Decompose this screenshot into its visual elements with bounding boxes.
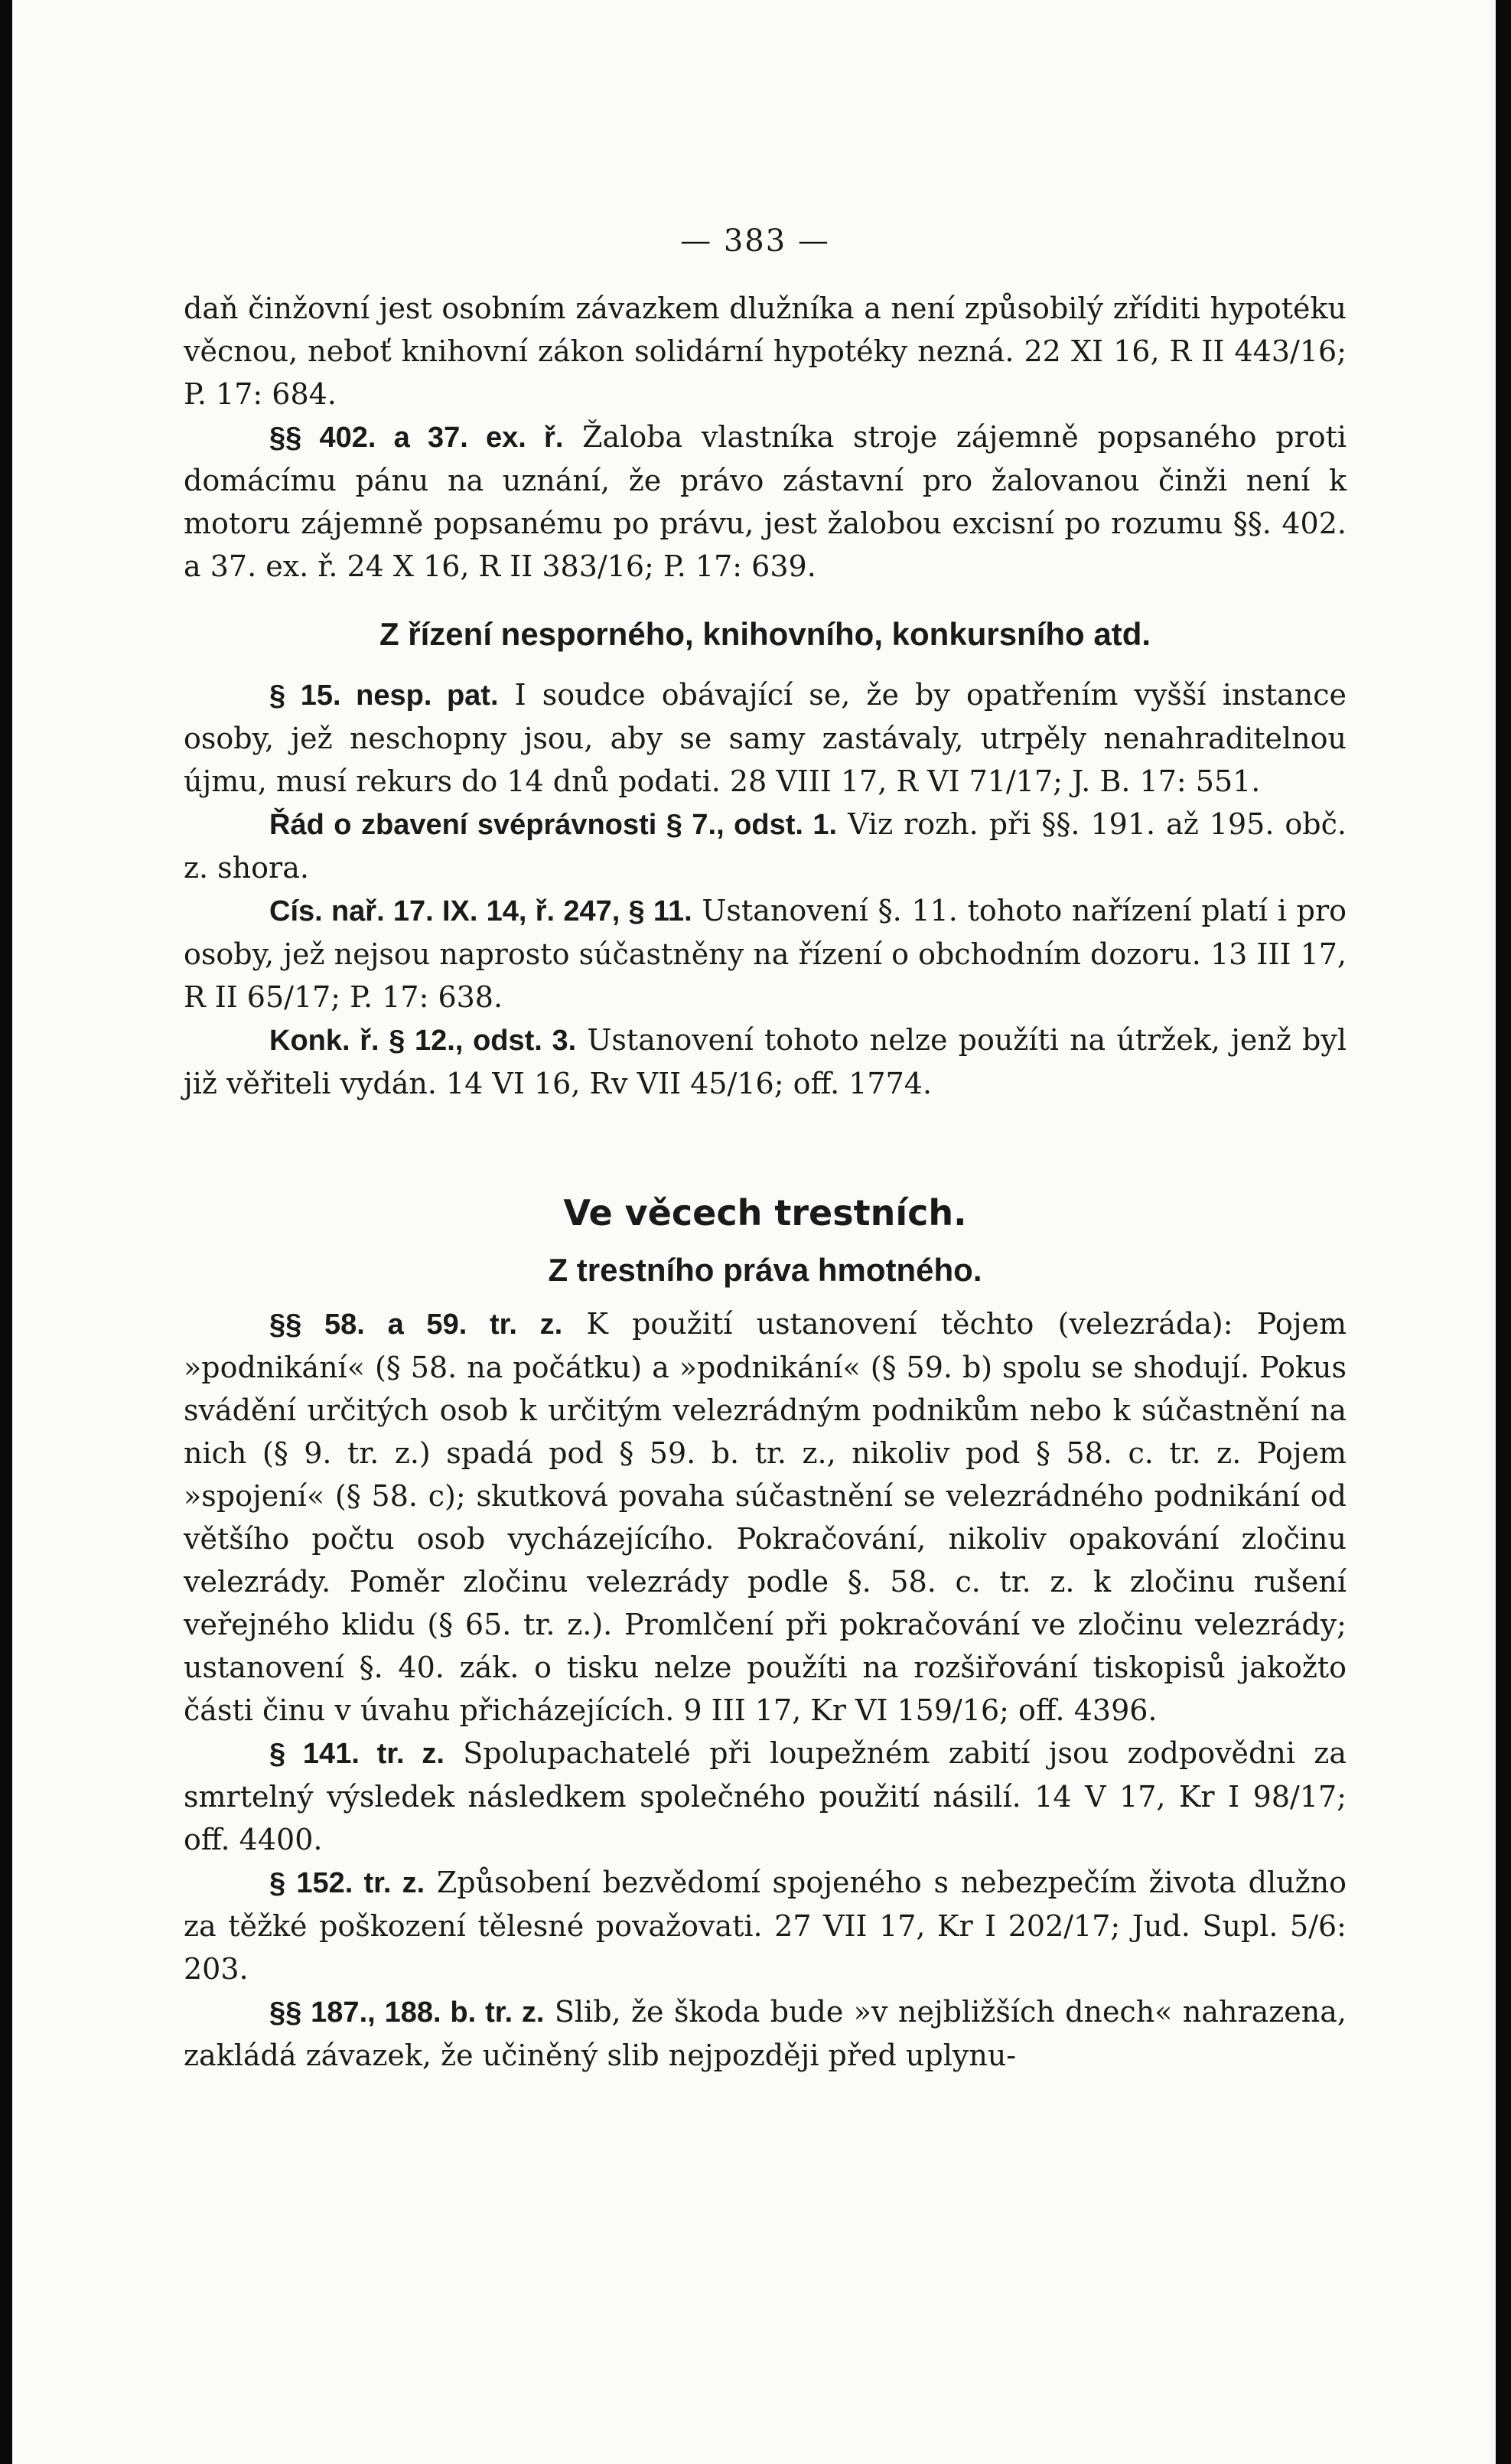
section-heading-criminal: Ve věcech trestních. (563, 1192, 967, 1234)
paragraph-ref: §§ 402. a 37. ex. ř. (269, 422, 564, 454)
section-heading-civil: Z řízení nesporného, knihovního, konkursního atd. (379, 616, 1151, 652)
scan-edge-right (1496, 0, 1511, 2464)
paragraph-continuation (184, 287, 1347, 416)
paragraph-cis-nar (184, 889, 1347, 1019)
page-sheet (12, 0, 1498, 2464)
paragraph-rad-svepravnost (184, 803, 1347, 889)
paragraph-ref: § 141. tr. z. (269, 1738, 445, 1770)
paragraph-text: K použití ustanovení těchto (velezráda): Pojem »podnikání« (§ 58. na počátku) a »podnikání« (§ 59. b) spolu se shodují. Pokus svádění určitých osob k určitým velezrádným podnikům nebo k súčastnění na nich (§ 9. tr. z.) spadá pod § 59. b. tr. z., nikoliv pod § 58. c. tr. z. Pojem »spojení« (§ 58. c); skutková povaha súčastnění se velezrádného podnikání od většího počtu osob vycházejícího. Pokračování, nikoliv opakování zločinu velezrády. Poměr zločinu velezrády podle §. 58. c. tr. z. k zločinu rušení veřejného klidu (§ 65. tr. z.). Promlčení při pokračování ve zločinu velezrády; ustanovení §. 40. zák. o tisku nelze použíti na rozšiřování tiskopisů jakožto části činu v úvahu přicházejících. 9 III 17, Kr VI 159/16; off. 4396. (184, 1307, 1347, 1727)
paragraph-58-59-tr (184, 1302, 1347, 1732)
paragraph-text: daň činžovní jest osobním závazkem dlužníka a není způsobilý zříditi hypotéku věcnou, neboť knihovní zákon solidární hypotéky nezná. 22 XI 16, R II 443/16; P. 17: 684. (184, 292, 1347, 411)
paragraph-15-nesp (184, 673, 1347, 803)
paragraph-ref: Konk. ř. § 12., odst. 3. (269, 1025, 577, 1057)
paragraph-ref: § 152. tr. z. (269, 1867, 425, 1899)
paragraph-text: Způsobení bezvědomí spojeného s nebezpečím života dlužno za těžké poškození tělesné považovati. 27 VII 17, Kr I 202/17; Jud. Supl. 5/6: 203. (184, 1866, 1347, 1986)
page-content (184, 287, 1347, 2077)
paragraph-ref: §§ 58. a 59. tr. z. (269, 1309, 563, 1341)
paragraph-ref: § 15. nesp. pat. (269, 680, 499, 712)
paragraph-text: Ustanovení tohoto nelze použíti na útržek, jenž byl již věřiteli vydán. 14 VI 16, Rv VII 45/16; off. 1774. (184, 1023, 1347, 1100)
paragraph-ref: §§ 187., 188. b. tr. z. (269, 1996, 545, 2029)
paragraph-text: Ustanovení §. 11. tohoto nařízení platí i pro osoby, jež nejsou naprosto súčastněny na řízení o obchodním dozoru. 13 III 17, R II 65/17; P. 17: 638. (184, 894, 1347, 1014)
paragraph-text: I soudce obávající se, že by opatřením vyšší instance osoby, jež neschopny jsou, aby se samy zastávaly, utrpěly nenahraditelnou újmu, musí rekurs do 14 dnů podati. 28 VIII 17, R VI 71/17; J. B. 17: 551. (184, 678, 1347, 798)
paragraph-ref: Řád o zbavení svéprávnosti § 7., odst. 1. (269, 809, 838, 841)
paragraph-187-188-tr (184, 1990, 1347, 2077)
paragraph-152-tr (184, 1861, 1347, 1990)
paragraph-text: Slib, že škoda bude »v nejbližších dnech« nahrazena, zakládá závazek, že učiněný slib nejpozději před uplynu- (184, 1995, 1347, 2072)
page-number: — 383 — (680, 223, 830, 259)
paragraph-konk (184, 1019, 1347, 1105)
paragraph-text: Viz rozh. při §§. 191. až 195. obč. z. shora. (184, 807, 1347, 885)
paragraph-ref: Cís. nař. 17. IX. 14, ř. 247, § 11. (269, 895, 692, 927)
paragraph-402-ex (184, 416, 1347, 588)
paragraph-text: Žaloba vlastníka stroje zájemně popsaného proti domácímu pánu na uznání, že právo zástavní pro žalovanou činži není k motoru zájemně popsanému po právu, jest žalobou excisní po rozumu §§. 402. a 37. ex. ř. 24 X 16, R II 383/16; P. 17: 639. (184, 420, 1347, 583)
paragraph-text: Spolupachatelé při loupežném zabití jsou zodpovědni za smrtelný výsledek následkem společného použití násilí. 14 V 17, Kr I 98/17; off. 4400. (184, 1736, 1347, 1856)
paragraph-141-tr (184, 1732, 1347, 1861)
scan-edge-left (0, 0, 12, 2464)
subsection-heading-criminal-law: Z trestního práva hmotného. (548, 1252, 982, 1288)
